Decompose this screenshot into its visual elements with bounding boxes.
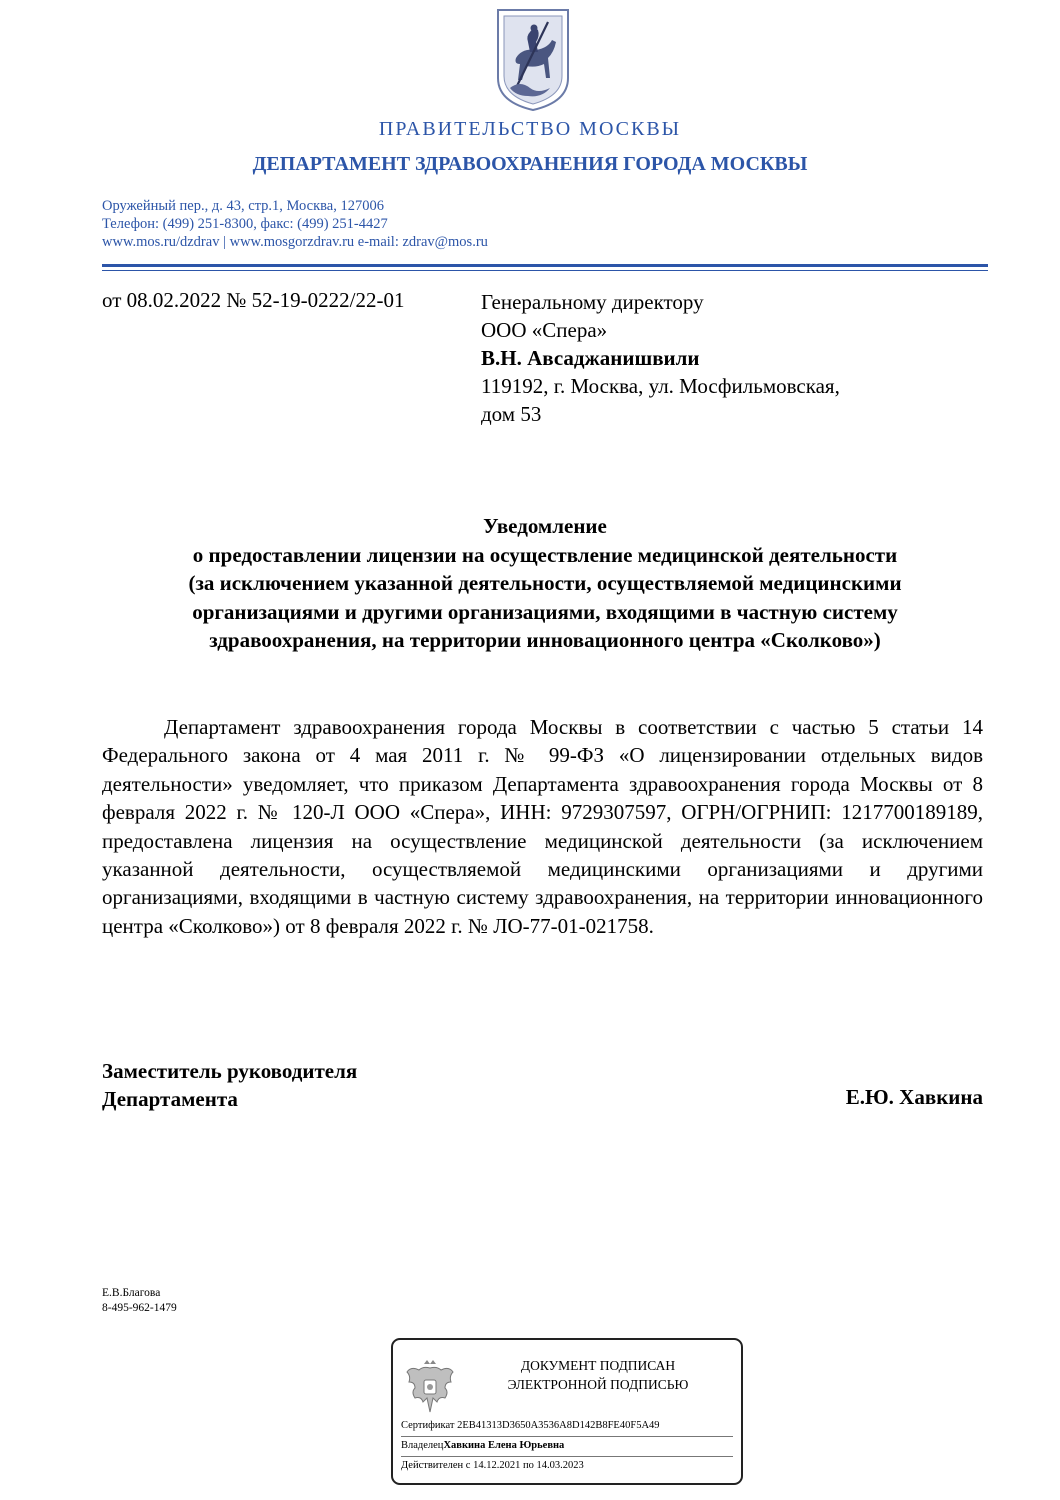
certificate-label: Сертификат	[401, 1420, 455, 1431]
electronic-signature-stamp	[391, 1338, 743, 1485]
signatory-position-line1: Заместитель руководителя	[102, 1059, 358, 1083]
stamp-header-line2: ЭЛЕКТРОННОЙ ПОДПИСЬЮ	[507, 1377, 689, 1392]
addressee-company: ООО «Спера»	[481, 318, 608, 342]
body-paragraph: Департамент здравоохранения города Москвы в соответствии с частью 5 статьи 14 Федерального закона от 4 мая 2011 г. № 99-ФЗ «О лицензировании отдельных видов деятельности» уведомляет, что приказом Департамента здравоохранения города Москвы от 8 февраля 2022 г. № 120-Л ООО «Спера», ИНН: 9729307597, ОГРН/ОГРНИП: 1217700189189, предоставлена лицензия на осуществление медицинской деятельности (за исключением указанной деятельности, осуществляемой медицинскими организациями и другими организациями, входящими в частную систему здравоохранения, на территории инновационного центра «Сколково») от 8 февраля 2022 г. № ЛО-77-01-021758.	[102, 715, 983, 938]
signatory-position	[102, 1057, 357, 1113]
stamp-divider	[401, 1436, 733, 1437]
header-rule-thin	[102, 270, 988, 271]
stamp-header-line1: ДОКУМЕНТ ПОДПИСАН	[520, 1358, 676, 1373]
title-line-4: организациями и другими организациями, входящими в частную систему	[192, 599, 898, 624]
owner-value: Хавкина Елена Юрьевна	[443, 1440, 565, 1451]
document-title	[102, 512, 988, 655]
stamp-validity: Действителен с 14.12.2021 по 14.03.2023	[401, 1460, 584, 1471]
addressee-block	[481, 288, 961, 428]
document-reference: от 08.02.2022 № 52-19-0222/22-01	[102, 288, 405, 312]
executor-name: Е.В.Благова	[102, 1287, 161, 1299]
signatory-position-line2: Департамента	[102, 1087, 238, 1111]
moscow-coat-of-arms-icon	[496, 8, 570, 112]
title-line-5: здравоохранения, на территории инновационного центра «Сколково»)	[209, 628, 881, 652]
letterhead-contacts	[102, 197, 488, 251]
department-phone: Телефон: (499) 251-8300, факс: (499) 251-4427	[102, 216, 388, 232]
certificate-value: 2EB41313D3650A3536A8D142B8FE40F5A49	[457, 1420, 660, 1431]
executor-phone: 8-495-962-1479	[102, 1302, 177, 1314]
stamp-owner	[401, 1440, 564, 1451]
header-rule	[102, 264, 988, 267]
title-line-3: (за исключением указанной деятельности, осуществляемой медицинскими	[188, 571, 902, 595]
addressee-name: В.Н. Авсаджанишвили	[481, 346, 700, 370]
addressee-address-line2: дом 53	[481, 402, 542, 426]
title-line-1: Уведомление	[483, 514, 607, 538]
russian-eagle-emblem-icon	[405, 1358, 455, 1414]
executor-block	[102, 1286, 177, 1316]
title-line-2: о предоставлении лицензии на осуществление медицинской деятельности	[192, 542, 898, 567]
addressee-address-line1: 119192, г. Москва, ул. Мосфильмовская,	[481, 374, 840, 398]
owner-label: Владелец	[401, 1440, 444, 1451]
signatory-name: Е.Ю. Хавкина	[845, 1085, 983, 1109]
department-name: ДЕПАРТАМЕНТ ЗДРАВООХРАНЕНИЯ ГОРОДА МОСКВЫ	[252, 153, 808, 175]
stamp-certificate	[401, 1420, 660, 1431]
government-name: ПРАВИТЕЛЬСТВО МОСКВЫ	[378, 118, 682, 140]
document-body	[102, 713, 983, 940]
stamp-divider	[401, 1456, 733, 1457]
department-address: Оружейный пер., д. 43, стр.1, Москва, 127006	[102, 198, 384, 214]
addressee-position: Генеральному директору	[481, 290, 704, 314]
stamp-header	[463, 1356, 733, 1394]
department-web: www.mos.ru/dzdrav | www.mosgorzdrav.ru e-mail: zdrav@mos.ru	[102, 234, 488, 250]
